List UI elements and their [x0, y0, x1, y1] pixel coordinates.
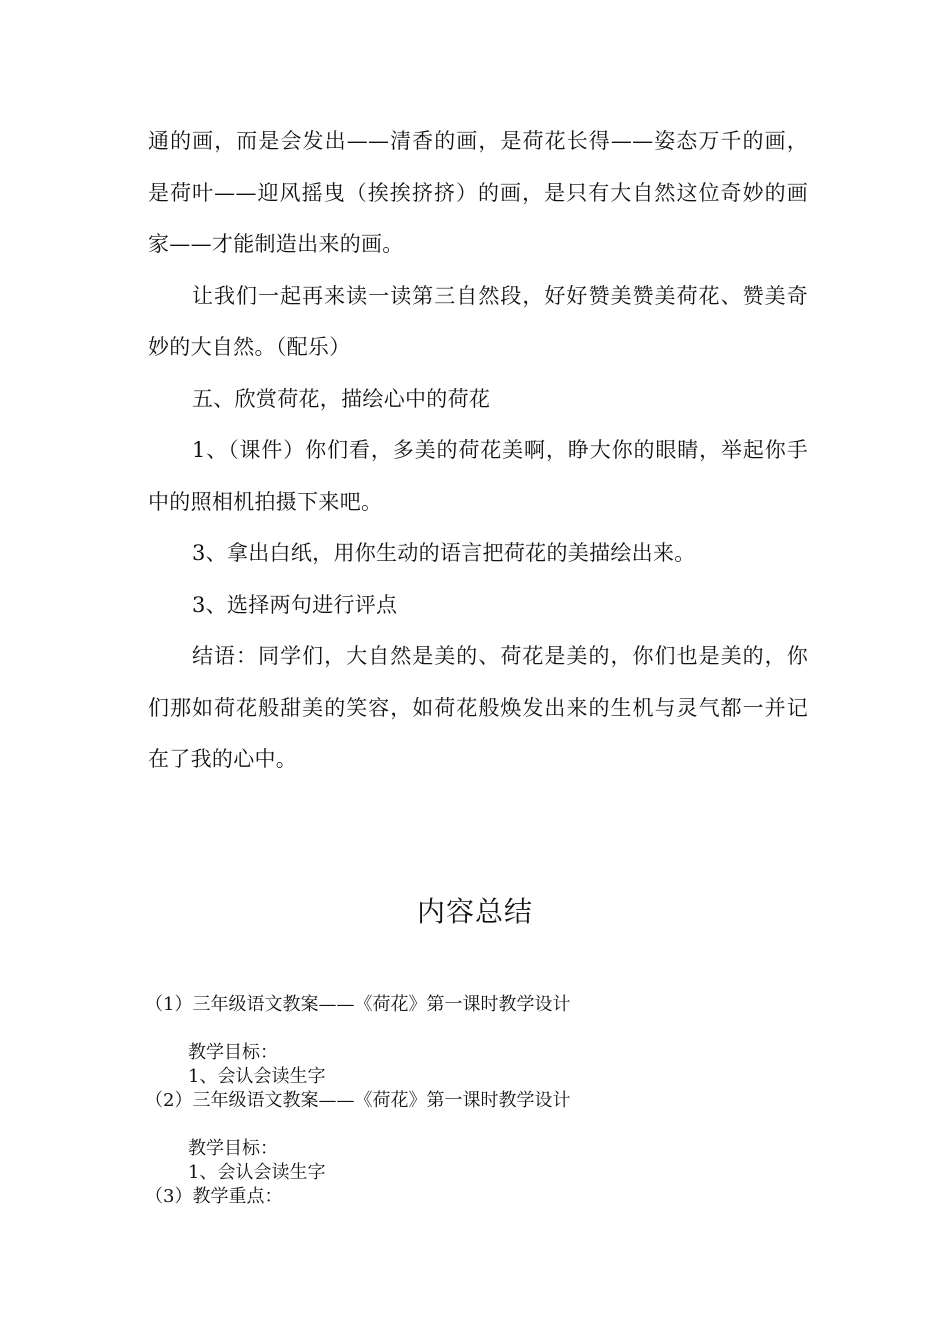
body-text	[148, 116, 808, 786]
summary-item-2-objective: 1、会认会读生字	[188, 1162, 326, 1183]
summary-item-2-objective-label: 教学目标：	[188, 1138, 278, 1159]
paragraph-1: 通的画，而是会发出——清香的画，是荷花长得——姿态万千的画，是荷叶——迎风摇曳（挨挨挤挤）的画，是只有大自然这位奇妙的画家——才能制造出来的画。	[148, 129, 808, 256]
summary-item-1-objective: 1、会认会读生字	[188, 1066, 326, 1087]
summary-item-3-heading: （3）教学重点：	[145, 1186, 283, 1207]
spacer	[152, 1017, 812, 1041]
spacer	[152, 1113, 812, 1137]
summary-list	[145, 993, 812, 1209]
paragraph-3: 1、（课件）你们看，多美的荷花美啊，睁大你的眼睛，举起你手中的照相机拍摄下来吧。	[148, 438, 808, 514]
paragraph-2: 让我们一起再来读一读第三自然段，好好赞美赞美荷花、赞美奇妙的大自然。（配乐）	[148, 283, 808, 359]
summary-item-1-heading: （1）三年级语文教案——《荷花》第一课时教学设计	[145, 994, 571, 1015]
summary-item-1-objective-label: 教学目标：	[188, 1042, 278, 1063]
conclusion-paragraph: 结语：同学们，大自然是美的、荷花是美的，你们也是美的，你们那如荷花般甜美的笑容，如荷花般焕发出来的生机与灵气都一并记在了我的心中。	[148, 644, 808, 771]
paragraph-4: 3、拿出白纸，用你生动的语言把荷花的美描绘出来。	[192, 541, 696, 565]
summary-item-2-heading: （2）三年级语文教案——《荷花》第一课时教学设计	[145, 1090, 571, 1111]
paragraph-5: 3、选择两句进行评点	[192, 592, 398, 617]
section-heading-5: 五、欣赏荷花，描绘心中的荷花	[192, 386, 491, 411]
summary-title: 内容总结	[416, 895, 533, 928]
